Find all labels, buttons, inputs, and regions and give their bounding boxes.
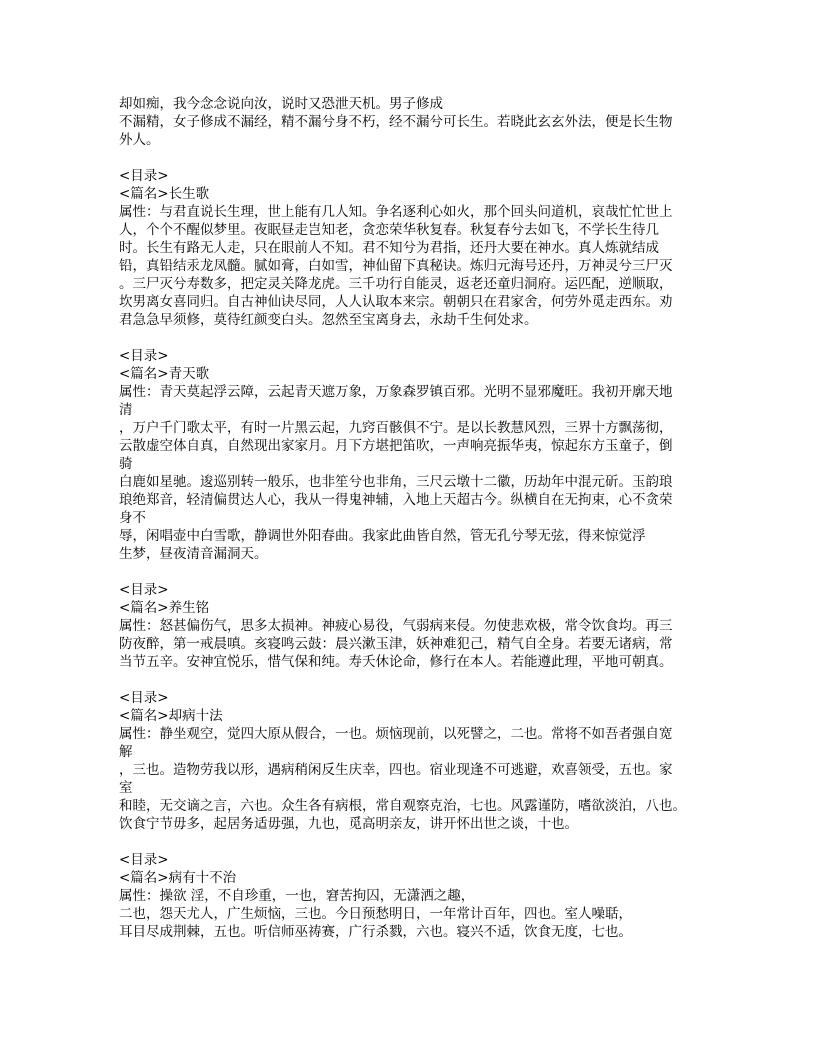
toc-marker: <目录>: [119, 582, 169, 598]
text-line: 琅绝郑音，轻清偏贯达人心，我从一得鬼神辅，入地上天超古今。纵横自在无拘束，心不贪荣: [119, 492, 673, 508]
text-line: 防夜醉，第一戒晨嗔。亥寝鸣云鼓：晨兴漱玉津，妖神难犯己，精气自全身。若要无诸病，常: [119, 636, 673, 652]
chapter-title: <篇名>养生铭: [119, 600, 210, 616]
sections: [119, 167, 719, 941]
text-line: 。三尸灭兮寿数多，把定灵关降龙虎。三千功行自能灵，返老还童归洞府。运匹配，逆顺取，: [119, 276, 673, 292]
text-line: 清: [119, 402, 133, 418]
toc-marker: <目录>: [119, 348, 169, 364]
text-line: 铅，真铅结汞龙凤髓。腻如膏，白如雪，神仙留下真秘诀。炼归元海号还丹，万神灵兮三尸灭: [119, 258, 673, 274]
text-line: 辱，闲唱壶中白雪歌，静调世外阳春曲。我家此曲皆自然，管无孔兮琴无弦，得来惊觉浮: [119, 528, 646, 544]
chapter-section: [119, 851, 719, 941]
text-line: 不漏精，女子修成不漏经，精不漏兮身不朽，经不漏兮可长生。若晓此玄玄外法，便是长生物: [119, 114, 673, 130]
text-line: 生梦，昼夜清音漏洞天。: [119, 546, 268, 562]
text-line: 室: [119, 780, 133, 796]
toc-marker: <目录>: [119, 168, 169, 184]
chapter-title: <篇名>青天歌: [119, 366, 210, 382]
text-line: 却如痴，我今念念说向汝，说时又恐泄天机。男子修成: [119, 96, 443, 112]
text-line: 君急急早须修，莫待红颜变白头。忽然至宝离身去，永劫千生何处求。: [119, 312, 538, 328]
toc-marker: <目录>: [119, 690, 169, 706]
chapter-section: [119, 167, 719, 329]
document-page: [119, 95, 719, 941]
text-line: 属性：操欲 淫，不自珍重，一也，窘苦拘囚，无潇洒之趣，: [119, 888, 475, 904]
text-line: 属性：怒甚偏伤气，思多太损神。神疲心易役，气弱病来侵。勿使悲欢极，常令饮食均。再三: [119, 618, 673, 634]
text-line: 属性：静坐观空，觉四大原从假合，一也。烦恼现前，以死譬之，二也。常将不如吾者强自宽: [119, 726, 673, 742]
chapter-title: <篇名>却病十法: [119, 708, 223, 724]
text-line: 属性：与君直说长生理，世上能有几人知。争名逐利心如火，那个回头问道机，哀哉忙忙世上: [119, 204, 673, 220]
text-line: 和睦，无交谪之言，六也。众生各有病根，常自观察克治，七也。风露谨防，嗜欲淡泊，八也。: [119, 798, 686, 814]
text-line: 白鹿如星驰。逡巡别转一般乐，也非笙兮也非角，三尺云墩十二徽，历劫年中混元斫。玉韵琅: [119, 474, 673, 490]
intro-paragraph: [119, 95, 719, 149]
chapter-title: <篇名>病有十不治: [119, 870, 237, 886]
text-line: 二也，怨天尤人，广生烦恼，三也。今日预愁明日，一年常计百年，四也。室人噪聒，: [119, 906, 632, 922]
text-line: 坎男离女喜同归。自古神仙诀尽同，人人认取本来宗。朝朝只在君家舍，何劳外觅走西东。劝: [119, 294, 673, 310]
text-line: 人，个个不醒似梦里。夜眠昼走岂知老，贪恋荣华秋复春。秋复春兮去如飞，不学长生待几: [119, 222, 659, 238]
toc-marker: <目录>: [119, 852, 169, 868]
text-line: 身不: [119, 510, 146, 526]
chapter-section: [119, 581, 719, 671]
text-line: 当节五辛。安神宜悦乐，惜气保和纯。寿夭休论命，修行在本人。若能遵此理，平地可朝真。: [119, 654, 673, 670]
text-line: ，三也。造物劳我以形，遇病稍闲反生庆幸，四也。宿业现逢不可逃避，欢喜领受，五也。家: [119, 762, 673, 778]
chapter-section: [119, 689, 719, 833]
text-line: 外人。: [119, 132, 160, 148]
text-line: 解: [119, 744, 133, 760]
text-line: 饮食宁节毋多，起居务适毋强，九也，觅高明亲友，讲开怀出世之谈，十也。: [119, 816, 578, 832]
text-line: 属性：青天莫起浮云障，云起青天遮万象，万象森罗镇百邪。光明不显邪魔旺。我初开廓天地: [119, 384, 673, 400]
text-line: 骑: [119, 456, 133, 472]
chapter-section: [119, 347, 719, 563]
chapter-title: <篇名>长生歌: [119, 186, 210, 202]
text-line: ，万户千门歌太平，有时一片黑云起，九窍百骸俱不宁。是以长教慧风烈，三界十方飘荡彻，: [119, 420, 673, 436]
text-line: 云散虚空体自真，自然现出家家月。月下方堪把笛吹，一声响亮振华夷，惊起东方玉童子，倒: [119, 438, 673, 454]
text-line: 耳目尽成荆棘，五也。听信师巫祷赛，广行杀戮，六也。寝兴不适，饮食无度，七也。: [119, 924, 632, 940]
text-line: 时。长生有路无人走，只在眼前人不知。君不知兮为君指，还丹大要在神水。真人炼就结成: [119, 240, 659, 256]
